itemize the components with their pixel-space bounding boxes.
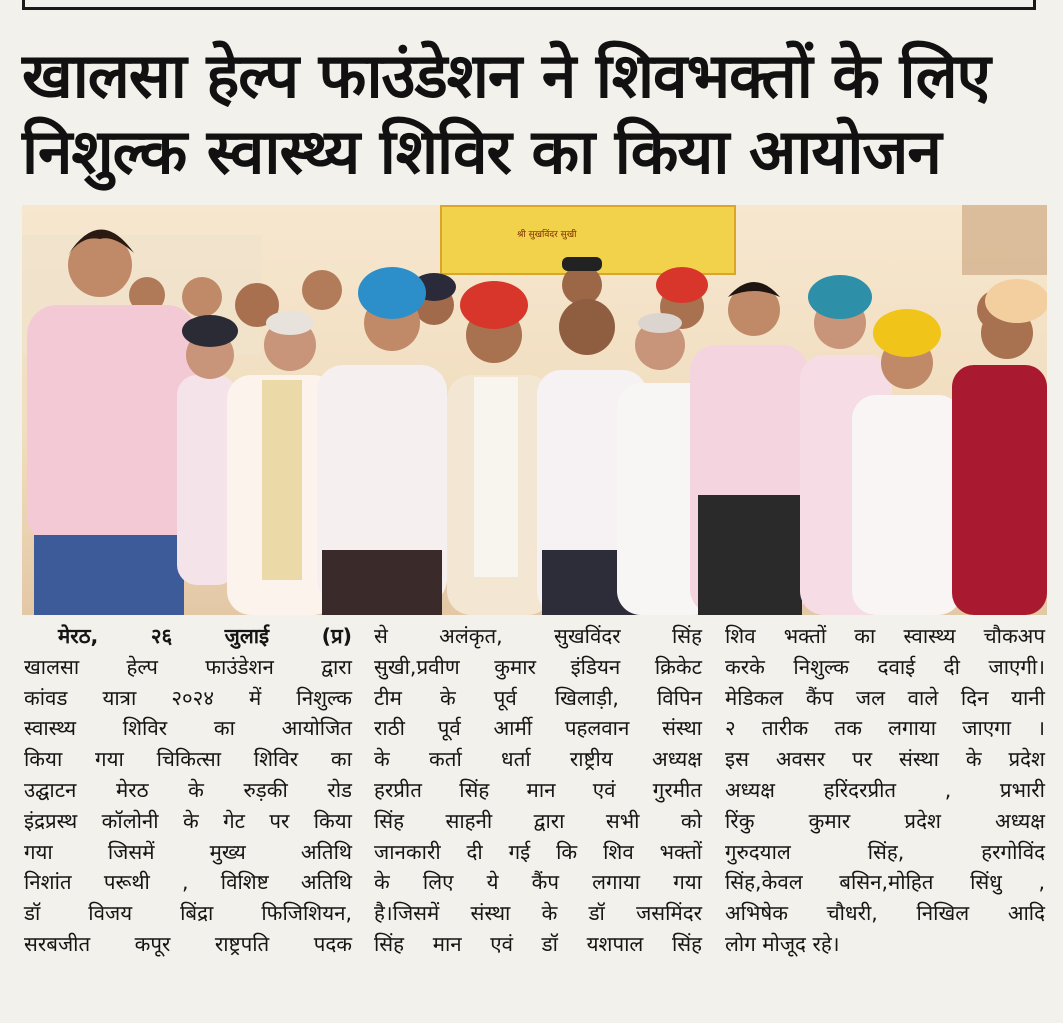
article-line: उद्घाटन मेरठ के रुड़की रोड — [24, 777, 352, 802]
article-line: गुरुदयाल सिंह, हरगोविंद — [725, 839, 1045, 864]
article-line: इंद्रप्रस्थ कॉलोनी के गेट पर किया — [24, 808, 352, 833]
headline-line-1: खालसा हेल्प फाउंडेशन ने शिवभक्तों के लिए — [22, 39, 990, 112]
article-line: हरप्रीत सिंह मान एवं गुरमीत — [374, 777, 702, 802]
article-column-1 — [24, 621, 352, 960]
group-photo-people — [22, 205, 1047, 615]
group-photo — [22, 205, 1047, 615]
article-line: टीम के पूर्व खिलाड़ी, विपिन — [374, 685, 702, 710]
headline — [22, 38, 1042, 190]
article-line: अध्यक्ष हरिंदरप्रीत , प्रभारी — [725, 777, 1045, 802]
top-border-box — [22, 0, 1036, 10]
article-line: सिंह साहनी द्वारा सभी को — [374, 808, 702, 833]
article-line: खालसा हेल्प फाउंडेशन द्वारा — [24, 654, 352, 679]
article-line: निशांत परूथी , विशिष्ट अतिथि — [24, 870, 352, 895]
article-line: सिंह,केवल बसिन,मोहित सिंधु , — [725, 870, 1045, 895]
article-line: के कर्ता धर्ता राष्ट्रीय अध्यक्ष — [374, 747, 702, 772]
article-line: सरबजीत कपूर राष्ट्रपति पदक — [24, 931, 352, 956]
article-line: जानकारी दी गई कि शिव भक्तों — [374, 839, 702, 864]
article-line: गया जिसमें मुख्य अतिथि — [24, 839, 352, 864]
article-line: करके निशुल्क दवाई दी जाएगी। — [725, 654, 1045, 679]
article-line: २ तारीक तक लगाया जाएगा । — [725, 716, 1045, 741]
article-line: शिव भक्तों का स्वास्थ्य चौकअप — [725, 624, 1045, 648]
article-line: सिंह मान एवं डॉ यशपाल सिंह — [374, 931, 702, 956]
article-line: डॉ विजय बिंद्रा फिजिशियन, — [24, 901, 352, 926]
article-line: अभिषेक चौधरी, निखिल आदि — [725, 901, 1045, 926]
article-line: कांवड यात्रा २०२४ में निशुल्क — [24, 685, 352, 710]
article-line: राठी पूर्व आर्मी पहलवान संस्था — [374, 716, 702, 741]
article-line: के लिए ये कैंप लगाया गया — [374, 870, 702, 895]
headline-line-2: निशुल्क स्वास्थ्य शिविर का किया आयोजन — [22, 115, 941, 188]
article-line: है।जिसमें संस्था के डॉ जसमिंदर — [374, 901, 702, 926]
article-column-3 — [725, 621, 1045, 960]
article-line: सुखी,प्रवीण कुमार इंडियन क्रिकेट — [374, 654, 702, 679]
article-line: रिंकु कुमार प्रदेश अध्यक्ष — [725, 808, 1045, 833]
article-line: से अलंकृत, सुखविंदर सिंह — [374, 624, 702, 648]
article-line: स्वास्थ्य शिविर का आयोजित — [24, 716, 352, 741]
article-line: मेडिकल कैंप जल वाले दिन यानी — [725, 685, 1045, 710]
article-line: लोग मोजूद रहे। — [725, 931, 840, 956]
banner-caption: श्री सुखविंदर सुखी — [517, 230, 577, 240]
article-dateline: मेरठ, २६ जुलाई (प्र) — [58, 624, 352, 648]
article-line: इस अवसर पर संस्था के प्रदेश — [725, 747, 1045, 772]
article-line: किया गया चिकित्सा शिविर का — [24, 747, 352, 772]
article-column-2 — [374, 621, 702, 960]
